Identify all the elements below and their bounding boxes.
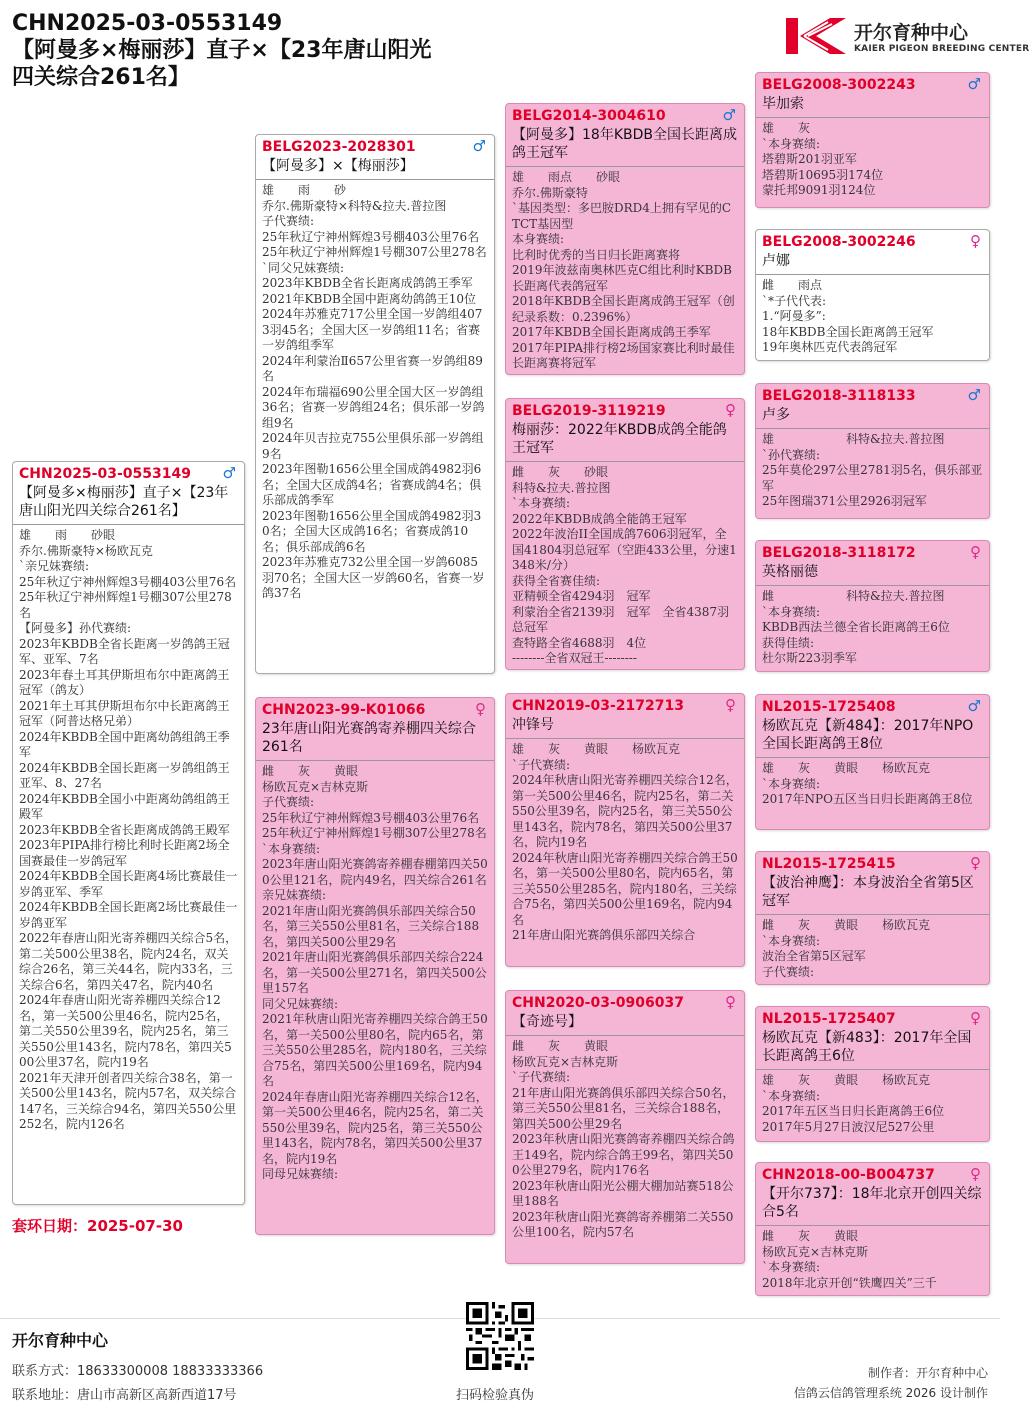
ring-number: BELG2018-3118133 [762, 388, 916, 404]
pigeon-name: 【奇迹号】 [506, 1012, 744, 1036]
pigeon-details: 雌 雨点 `*子代代表: 1.“阿曼多”: 18年KBDB全国长距离鸽王冠军 19年奥林匹克代表鸽冠军 [762, 278, 934, 354]
male-icon: ♂ [722, 106, 736, 124]
ring-number: BELG2023-2028301 [262, 139, 416, 155]
pigeon-details: 雄 灰 黄眼 杨欧瓦克 `本身赛绩: 2017年五区当日归长距离鸽王6位 2017年5月27日波汉尼527公里 [762, 1073, 945, 1134]
sire-sire-card[interactable] [505, 103, 745, 375]
pigeon-name: 卢多 [756, 405, 989, 429]
pigeon-name: 杨欧瓦克【新484】：2017年NPO全国长距离鸽王8位 [756, 716, 989, 758]
pigeon-details: 雄 雨 砂 乔尔.佛斯豪特×科特&拉夫.普拉图 子代赛绩: 25年秋辽宁神州辉煌3号棚403公里76名 25年秋辽宁神州辉煌1号棚307公里278名 `同父兄妹赛绩: 2023年KBDB全省长距离成鸽鸽王季军 2021年KBDB全国中距离幼鸽鸽王10位 2024年苏雅克717公里全国一岁鸽组4073羽45名；全国大区一岁鸽组11名；省赛一岁鸽组季军 2024年利蒙治Ⅱ657公里省赛一岁鸽组89名 2024年布瑞福690公里全国大区一岁鸽组36名；省赛一岁鸽组24名；俱乐部一岁鸽组9名 2024年贝吉拉克755公里俱乐部一岁鸽组9名 2023年图勒1656公里全国成鸽4982羽6名；全国大区成鸽4名；省赛成鸽4名；俱乐部成鸽季军 2023年图勒1656公里全国成鸽4982羽30名；全国大区成鸽16名；省赛成鸽10名；俱乐部成鸽6名 2023年苏雅克732公里全国一岁鸽6085羽70名；全国大区一岁鸽60名，省赛一岁鸽37名 [262, 183, 487, 600]
male-icon: ♂ [222, 464, 236, 482]
qr-code-icon[interactable] [466, 1302, 534, 1370]
footer-contact: 联系方式：18633300008 18833333366 [12, 1364, 264, 1379]
sire-card[interactable] [255, 134, 495, 674]
pigeon-details: 雄 科特&拉夫.普拉图 `孙代赛绩: 25年莫伦297公里2781羽5名，俱乐部亚军 25年图瑞371公里2926羽冠军 [762, 432, 983, 508]
footer-system: 信鸽云信鸽管理系统 2026 设计制作 [793, 1386, 988, 1400]
subject-card[interactable] [12, 461, 245, 1205]
male-icon: ♂ [967, 75, 981, 93]
ddd-card[interactable] [755, 1162, 990, 1296]
pigeon-details: 雄 灰 `本身赛绩: 塔碧斯201羽亚军 塔碧斯10695羽174位 蒙托邦9091羽124位 [762, 121, 884, 197]
female-icon: ♀ [725, 401, 736, 419]
female-icon: ♀ [970, 854, 981, 872]
pigeon-name: 杨欧瓦克【新483】：2017年全国长距离鸽王6位 [756, 1028, 989, 1070]
dds-card[interactable] [755, 1006, 990, 1142]
ssd-card[interactable] [755, 229, 990, 361]
pigeon-details: 雌 灰 黄眼 杨欧瓦克×吉林克斯 `本身赛绩: 2018年北京开创“铁鹰四关”三千 [762, 1229, 937, 1290]
pigeon-name: 毕加索 [756, 94, 989, 118]
male-icon: ♂ [967, 697, 981, 715]
pigeon-details: 雌 科特&拉夫.普拉图 `本身赛绩: KBDB西法兰德全省长距离鸽王6位 获得佳绩: 杜尔斯223羽季军 [762, 589, 950, 665]
ring-number: BELG2019-3119219 [512, 403, 666, 419]
pigeon-details: 雄 灰 黄眼 杨欧瓦克 `子代赛绩: 2024年秋唐山阳光寄养棚四关综合12名，第一关500公里46名，院内25名，第二关550公里39名，院内25名，第三关550公里143名，院内78名，第四关500公里37名，院内19名 2024年秋唐山阳光寄养棚四关综合鸽王50名，第一关500公里80名，院内65名，第三关550公里285名，院内180名，三关综合75名，第四关500公里169名，院内94名 21年唐山阳光赛鸽俱乐部四关综合 [512, 742, 738, 942]
female-icon: ♀ [475, 700, 486, 718]
ring-number: BELG2014-3004610 [512, 108, 666, 124]
pigeon-details: 雄 灰 黄眼 杨欧瓦克 `本身赛绩: 2017年NPO五区当日归长距离鸽王8位 [762, 761, 973, 806]
ring-number: CHN2023-99-K01066 [262, 702, 426, 718]
female-icon: ♀ [970, 1009, 981, 1027]
female-icon: ♀ [970, 232, 981, 250]
pigeon-name: 英格丽德 [756, 562, 989, 586]
sds-card[interactable] [755, 383, 990, 519]
pigeon-details: 雌 灰 黄眼 杨欧瓦克×吉林克斯 `子代赛绩: 21年唐山阳光赛鸽俱乐部四关综合50名，第三关550公里81名，三关综合188名，第四关500公里29名 2023年秋唐山阳光赛鸽寄养棚四关综合鸽王149名，院内综合鸽王99名，第四关500公里279名，院内176名 2023年秋唐山阳光公棚大棚加站赛518公里188名 2023年秋唐山阳光赛鸽寄养棚第二关550公里100名，院内57名 [512, 1039, 735, 1239]
logo-subtitle: KAIER PIGEON BREEDING CENTER [854, 44, 1029, 54]
female-icon: ♀ [970, 1165, 981, 1183]
sss-card[interactable] [755, 72, 990, 208]
footer-address: 联系地址：唐山市高新区高新西道17号 [12, 1388, 237, 1403]
pigeon-details: 雌 灰 黄眼 杨欧瓦克 `本身赛绩: 波治全省第5区冠军 子代赛绩: [762, 918, 931, 979]
ring-number: BELG2008-3002246 [762, 234, 916, 250]
ring-number: NL2015-1725407 [762, 1011, 896, 1027]
sdd-card[interactable] [755, 540, 990, 672]
dam-sire-card[interactable] [505, 693, 745, 967]
logo-name: 开尔育种中心 [854, 22, 969, 44]
dam-card[interactable] [255, 697, 495, 1235]
dam-dam-card[interactable] [505, 990, 745, 1264]
pigeon-name: 【开尔737】：18年北京开创四关综合5名 [756, 1184, 989, 1226]
pigeon-details: 雄 雨 砂眼 乔尔.佛斯豪特×杨欧瓦克 `亲兄妹赛绩: 25年秋辽宁神州辉煌3号棚403公里76名 25年秋辽宁神州辉煌1号棚307公里278名 【阿曼多】孙代赛绩: 2023年KBDB全省长距离一岁鸽鸽王冠军、亚军、7名 2023年春土耳其伊斯坦布尔中距离鸽王冠军（鸽友） 2021年土耳其伊斯坦布尔中长距离鸽王冠军（阿普达格兄弟） 2024年KBDB全国中距离幼鸽组鸽王季军 2024年KBDB全国长距离一岁鸽组鸽王亚军、8、27名 2024年KBDB全国小中距离幼鸽组鸽王殿军 2023年KBDB全省长距离成鸽鸽王殿军 2023年PIPA排行榜比利时长距离2场全国赛最佳一岁鸽冠军 2024年KBDB全国长距离4场比赛最佳一岁鸽亚军、季军 2024年KBDB全国长距离2场比赛最佳一岁鸽亚军 2022年春唐山阳光寄养棚四关综合5名，第二关500公里38名，院内24名，双关综合26名，第三关44名，院内33名，三关综合6名，第四关47名，院内40名 2024年春唐山阳光寄养棚四关综合12名，第一关500公里46名，院内25名，第二关550公里39名，院内25名，第三关550公里143名，院内78名，第四关500公里37名，院内19名 2021年天津开创者四关综合38名，第一关500公里143名，院内57名，双关综合147名，三关综合94名，第四关550公里252名，院内126名 [19, 528, 238, 1131]
footer-maker: 制作者：开尔育种中心 [867, 1366, 988, 1380]
dsd-card[interactable] [755, 851, 990, 985]
title-line-1: CHN2025-03-0553149 [12, 11, 283, 36]
ring-date: 套环日期：2025-07-30 [12, 1217, 183, 1235]
pigeon-name: 23年唐山阳光赛鸽寄养棚四关综合261名 [256, 719, 494, 761]
ring-number: CHN2018-00-B004737 [762, 1167, 935, 1183]
female-icon: ♀ [725, 993, 736, 1011]
kaier-logo-icon [784, 14, 848, 58]
ring-number: BELG2008-3002243 [762, 77, 916, 93]
pigeon-details: 雌 灰 黄眼 杨欧瓦克×吉林克斯 子代赛绩: 25年秋辽宁神州辉煌3号棚403公里76名 25年秋辽宁神州辉煌1号棚307公里278名 `本身赛绩: 2023年唐山阳光赛鸽寄养棚春棚第四关500公里121名，院内49名，四关综合261名 亲兄妹赛绩: 2021年唐山阳光赛鸽俱乐部四关综合50名，第三关550公里81名，三关综合188名，第四关500公里29名 2021年唐山阳光赛鸽俱乐部四关综合224名，第一关500公里271名，第四关500公里157名 同父兄妹赛绩: 2021年秋唐山阳光寄养棚四关综合鸽王50名，第一关500公里80名，院内65名，第三关550公里285名，院内180名，三关综合75名，第四关500公里169名，院内94名 2024年春唐山阳光寄养棚四关综合12名，第一关500公里46名，院内25名，第二关550公里39名，院内25名，第三关550公里143名，院内78名，第四关500公里37名，院内19名 同母兄妹赛绩: [262, 764, 488, 1181]
title-line-3: 四关综合261名】 [12, 65, 190, 90]
pigeon-name: 冲锋号 [506, 715, 744, 739]
pigeon-details: 雌 灰 砂眼 科特&拉夫.普拉图 `本身赛绩: 2022年KBDB成鸽全能鸽王冠军 2022年波治II全国成鸽7606羽冠军，全国41804羽总冠军（空距433公里，分速1348米/分） 获得全省赛佳绩: 亚精顿全省4294羽 冠军 利蒙治全省2139羽 冠军 全省4387羽总冠军 查特路全省4688羽 4位 --------全省双冠王-------- [512, 465, 737, 665]
title-line-2: 【阿曼多×梅丽莎】直子×【23年唐山阳光 [12, 38, 432, 63]
pigeon-name: 梅丽莎：2022年KBDB成鸽全能鸽王冠军 [506, 420, 744, 462]
ring-number: NL2015-1725415 [762, 856, 896, 872]
female-icon: ♀ [725, 696, 736, 714]
pigeon-name: 【阿曼多】×【梅丽莎】 [256, 156, 494, 180]
pedigree-title [12, 10, 492, 91]
ring-number: BELG2018-3118172 [762, 545, 916, 561]
ring-number: CHN2020-03-0906037 [512, 995, 684, 1011]
pigeon-name: 【阿曼多】18年KBDB全国长距离成鸽王冠军 [506, 125, 744, 167]
ring-number: CHN2025-03-0553149 [19, 466, 191, 482]
scan-verify-label: 扫码检验真伪 [456, 1388, 535, 1403]
footer-org-name: 开尔育种中心 [12, 1331, 109, 1350]
pigeon-name: 【阿曼多×梅丽莎】直子×【23年唐山阳光四关综合261名】 [13, 483, 244, 525]
pigeon-details: 雄 雨点 砂眼 乔尔.佛斯豪特 `基因类型：多巴胺DRD4上拥有罕见的CTCT基因型 本身赛绩: 比利时优秀的当日归长距离赛将 2019年波兹南奥林匹克C组比利时KBDB长距离代表鸽冠军 2018年KBDB全国长距离成鸽王冠军（创纪录系数：0.2396%） 2017年KBDB全国长距离成鸽王季军 2017年PIPA排行榜2场国家赛比利时最佳长距离赛将冠军 [512, 170, 735, 370]
ring-number: NL2015-1725408 [762, 699, 896, 715]
male-icon: ♂ [967, 386, 981, 404]
pigeon-name: 卢娜 [756, 251, 989, 275]
female-icon: ♀ [970, 543, 981, 561]
brand-logo [784, 14, 1029, 62]
ring-number: CHN2019-03-2172713 [512, 698, 684, 714]
male-icon: ♂ [472, 137, 486, 155]
sire-dam-card[interactable] [505, 398, 745, 670]
dss-card[interactable] [755, 694, 990, 830]
pigeon-name: 【波治神鹰】：本身波治全省第5区冠军 [756, 873, 989, 915]
